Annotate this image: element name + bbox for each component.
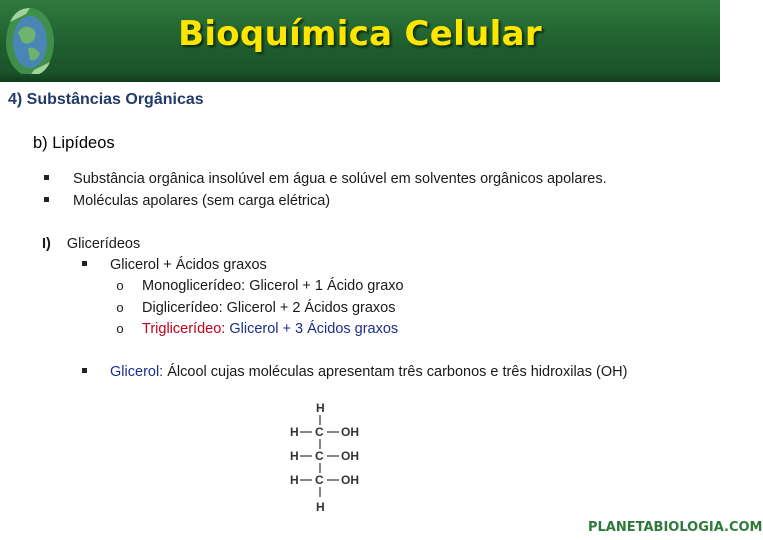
atom-oh-3: OH [341, 473, 359, 487]
atom-c-2: C [315, 449, 324, 463]
glyceride-item [114, 321, 398, 337]
glycerol-term: Glicerol: [110, 364, 164, 380]
glycerides-bullet-text: Glicerol + Ácidos graxos [110, 257, 267, 273]
glycerol-structure-diagram [286, 398, 376, 518]
atom-c-1: C [315, 425, 324, 439]
definition-item [44, 171, 607, 187]
roman-numeral: I) [42, 236, 51, 252]
subsection-heading [33, 134, 115, 153]
square-bullet-icon [82, 368, 87, 373]
definition-item [44, 193, 330, 209]
definition-text: Moléculas apolares (sem carga elétrica) [73, 193, 331, 209]
glyceride-term: Diglicerídeo: [142, 300, 223, 316]
atom-h-left-3: H [290, 473, 299, 487]
glycerides-bullet [82, 257, 267, 273]
glyceride-item [114, 300, 396, 316]
atom-c-3: C [315, 473, 324, 487]
brand-watermark: PLANETABIOLOGIA.COM [588, 520, 763, 535]
glyceride-definition: Glicerol + 2 Ácidos graxos [226, 300, 396, 316]
atom-oh-2: OH [341, 449, 359, 463]
glyceride-term: Monoglicerídeo: [142, 278, 246, 294]
atom-oh-1: OH [341, 425, 359, 439]
square-bullet-icon [44, 175, 49, 180]
circle-bullet-icon: o [116, 278, 124, 293]
glycerides-heading [42, 236, 140, 252]
section-heading: 4) Substâncias Orgânicas [8, 91, 204, 108]
circle-bullet-icon: o [116, 321, 124, 336]
definition-text: Substância orgânica insolúvel em água e solúvel em solventes orgânicos apolares. [73, 171, 607, 187]
glyceride-definition: Glicerol + 3 Ácidos graxos [229, 321, 399, 337]
glycerol-bullet [82, 364, 627, 380]
glyceride-item [114, 278, 404, 294]
square-bullet-icon [82, 261, 87, 266]
page-title: Bioquímica Celular [178, 14, 542, 54]
subsection-label: b) Lipídeos [33, 134, 115, 152]
glycerides-title: Glicerídeos [66, 236, 141, 252]
atom-h-top: H [316, 401, 325, 415]
atom-h-left-2: H [290, 449, 299, 463]
circle-bullet-icon: o [116, 300, 124, 315]
atom-h-left-1: H [290, 425, 299, 439]
atom-h-bottom: H [316, 500, 325, 514]
glyceride-term: Triglicerídeo: [142, 321, 226, 337]
glyceride-definition: Glicerol + 1 Ácido graxo [249, 278, 404, 294]
glycerol-definition: Álcool cujas moléculas apresentam três carbonos e três hidroxilas (OH) [167, 364, 628, 380]
square-bullet-icon [44, 197, 49, 202]
header-banner [0, 0, 720, 82]
